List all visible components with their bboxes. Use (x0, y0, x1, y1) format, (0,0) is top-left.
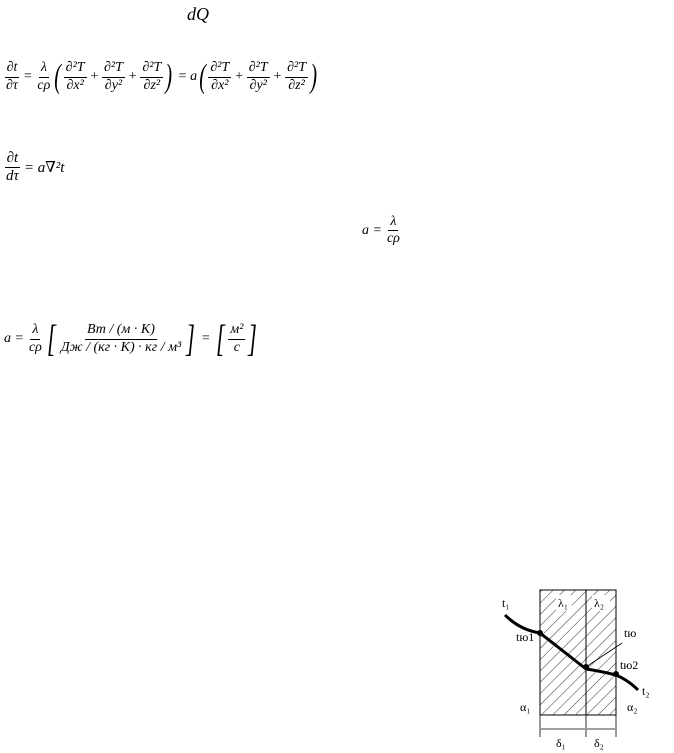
diffusivity-units: a = $\frac{\lambda}{c\rho}$ [ $\frac{Вт / (м \cdot K)}{\text{Дж / (кг · K) · кг / м³}}$ ] = [ $\frac{\text{м²}}{с}$ ] (4, 318, 258, 360)
right-paren: ) (165, 58, 173, 95)
dq-label: dQ (187, 4, 209, 24)
right-bracket-2: ] (248, 318, 258, 360)
left-paren: ( (54, 58, 62, 95)
right-paren-2: ) (310, 58, 318, 95)
lambda-c-rho-fraction-2: $\frac{\lambda}{c\rho}$ (386, 214, 400, 247)
alpha1-label: α₁ (520, 700, 531, 714)
d2t-dz2-2: $\frac{\text{∂²T}}{\text{∂z²}}$ (287, 60, 307, 93)
left-bracket-2: [ (216, 318, 226, 360)
diffusivity-definition: a = $\frac{\lambda}{c\rho}$ (362, 214, 400, 247)
right-bracket: ] (186, 318, 196, 360)
lambda1-label: λ₁ (558, 596, 569, 610)
d2t-dy2: $\frac{\text{∂²T}}{\text{∂y²}}$ (104, 60, 123, 93)
tw1-label: tю1 (516, 630, 535, 644)
units-fraction: $\frac{Вт / (м \cdot K)}{\text{Дж / (кг · K) · кг / м³}}$ (60, 322, 182, 355)
two-layer-wall-diagram (490, 585, 670, 751)
lambda-c-rho-fraction: $\frac{\lambda}{c\rho}$ (37, 60, 51, 93)
left-bracket: [ (46, 318, 56, 360)
point-tw1 (537, 630, 543, 636)
lambda2-label: λ₂ (594, 596, 605, 610)
dt-dtau-fraction: $\frac{\partial t}{\partial\tau}$ (6, 60, 18, 93)
tw-label: tю (624, 626, 637, 640)
d2t-dz2: $\frac{\text{∂²T}}{\text{∂z²}}$ (142, 60, 162, 93)
d2t-dx2-2: $\frac{\text{∂²T}}{\text{∂x²}}$ (210, 60, 230, 93)
left-paren-2: ( (199, 58, 207, 95)
dt-dtau-fraction-2: $\frac{\partial t}{d\tau}$ (6, 150, 19, 185)
delta2-label: δ₂ (594, 736, 604, 750)
t1-label: t₁ (502, 596, 510, 610)
heat-equation: $\frac{\partial t}{\partial\tau}$ = $\frac{\lambda}{c\rho}$ ( $\frac{\text{∂²T}}{\text{∂x²}}$ + $\frac{\text{∂²T}}{\text{∂y²}}$ + $\frac{\text{∂²T}}{\text{∂z²}}$ ) = a ( $\frac{\text{∂²T}}{\text{∂x²}}$ + $\frac{\text{∂²T}}{\text{∂y²}}$ + $\frac{\text{∂²T}}{\text{∂z²}}$ ) (6, 58, 318, 95)
lambda-c-rho-fraction-3: $\frac{\lambda}{c\rho}$ (28, 322, 42, 355)
delta1-label: δ₁ (556, 736, 566, 750)
m2-s-fraction: $\frac{\text{м²}}{с}$ (230, 322, 244, 355)
d2t-dy2-2: $\frac{\text{∂²T}}{\text{∂y²}}$ (248, 60, 268, 93)
d2t-dx2: $\frac{\text{∂²T}}{\text{∂x²}}$ (65, 60, 85, 93)
tw2-label: tю2 (620, 658, 639, 672)
t2-label: t₂ (642, 684, 650, 698)
short-heat-equation: $\frac{\partial t}{d\tau}$ = a∇²t (6, 150, 65, 185)
alpha2-label: α₂ (627, 700, 638, 714)
point-tw2 (613, 671, 619, 677)
